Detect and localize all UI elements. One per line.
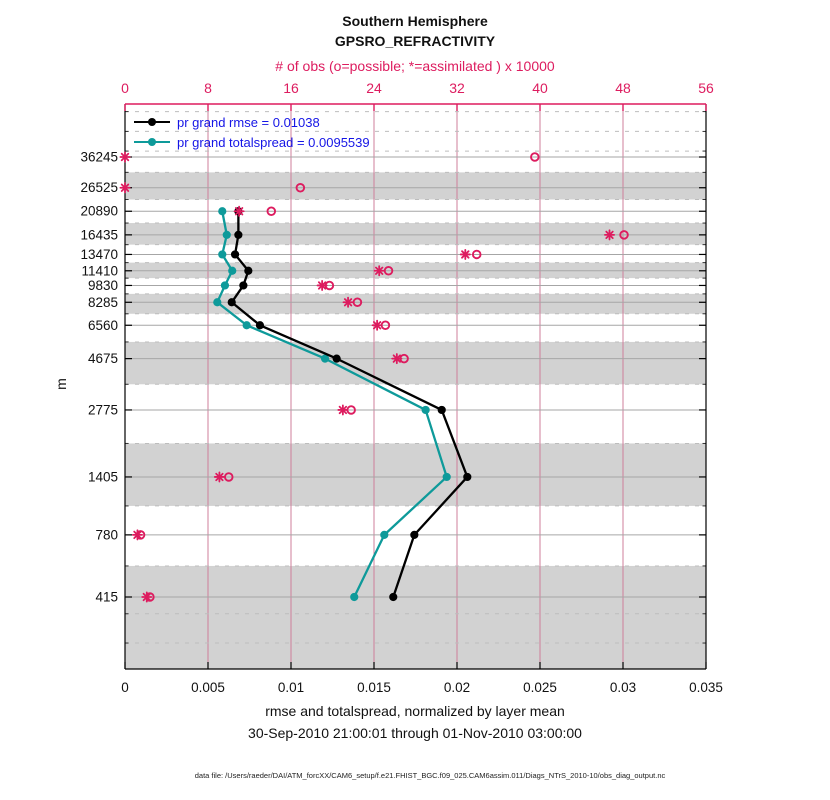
series-point [438, 406, 446, 414]
series-point [218, 207, 226, 215]
series-point [221, 281, 229, 289]
series-point [463, 473, 471, 481]
y-tick-label: 6560 [87, 317, 118, 333]
x-tick-label: 0 [121, 680, 129, 695]
series-point [350, 593, 358, 601]
legend-swatch-rmse [134, 117, 170, 127]
series-point [228, 267, 236, 275]
y-tick-label: 16435 [80, 227, 118, 243]
y-tick-label: 780 [95, 527, 118, 543]
obs-tick-label: 48 [615, 80, 631, 96]
y-tick-label: 20890 [80, 203, 118, 219]
x-axis-label: rmse and totalspread, normalized by layer mean [265, 703, 565, 719]
obs-tick-label: 56 [698, 80, 714, 96]
legend-label-totalspread: pr grand totalspread = 0.0095539 [177, 134, 370, 150]
series-point [231, 250, 239, 258]
series-point [234, 231, 242, 239]
top-axis-label: # of obs (o=possible; *=assimilated ) x 10000 [275, 58, 555, 74]
x-tick-label: 0.025 [523, 680, 557, 695]
layer-band [126, 342, 706, 384]
series-point [333, 355, 341, 363]
x-axis-date-range: 30-Sep-2010 21:00:01 through 01-Nov-2010 03:00:00 [248, 725, 582, 741]
legend-item-rmse [134, 112, 370, 132]
y-axis-label: m [52, 378, 69, 390]
x-tick-label: 0.035 [689, 680, 723, 695]
series-point [422, 406, 430, 414]
y-tick-label: 13470 [80, 246, 118, 262]
series-point [223, 231, 231, 239]
legend-swatch-totalspread [134, 137, 170, 147]
obs-tick-label: 8 [204, 80, 212, 96]
series-point [443, 473, 451, 481]
obs-tick-label: 0 [121, 80, 129, 96]
y-tick-label: 9830 [87, 277, 118, 293]
data-file-path: data file: /Users/raeder/DAI/ATM_forcXX/CAM6_setup/f.e21.FHIST_BGC.f09_025.CAM6assim.011/Diags_NTrS_2010-10/obs_diag_output.nc [194, 771, 666, 780]
layer-band [126, 172, 706, 199]
series-point [228, 298, 236, 306]
series-point [239, 281, 247, 289]
y-tick-label: 415 [95, 589, 118, 605]
x-tick-label: 0.015 [357, 680, 391, 695]
series-point [213, 298, 221, 306]
y-tick-label: 2775 [87, 402, 118, 418]
y-tick-label: 36245 [80, 149, 118, 165]
layer-band [126, 443, 706, 505]
series-point [256, 321, 264, 329]
legend-item-totalspread [134, 132, 370, 152]
obs-tick-label: 32 [449, 80, 465, 96]
y-tick-label: 11410 [81, 263, 118, 279]
x-tick-label: 0.005 [191, 680, 225, 695]
x-tick-label: 0.02 [443, 680, 471, 695]
y-tick-label: 8285 [87, 294, 118, 310]
y-tick-label: 26525 [80, 180, 118, 196]
y-tick-label: 4675 [87, 351, 118, 367]
obs-tick-label: 24 [366, 80, 382, 96]
y-tick-label: 1405 [87, 469, 118, 485]
series-point [389, 593, 397, 601]
series-point [243, 321, 251, 329]
series-point [218, 250, 226, 258]
layer-band [126, 294, 706, 314]
layer-band [126, 566, 706, 669]
obs-tick-label: 16 [283, 80, 299, 96]
plot-title: Southern Hemisphere [342, 13, 488, 29]
series-point [244, 267, 252, 275]
series-point [380, 531, 388, 539]
legend-dot-icon [148, 138, 156, 146]
obs-tick-label: 40 [532, 80, 548, 96]
legend-label-rmse: pr grand rmse = 0.01038 [177, 114, 320, 130]
plot-subtitle: GPSRO_REFRACTIVITY [334, 33, 496, 49]
x-tick-label: 0.03 [609, 680, 637, 695]
series-point [410, 531, 418, 539]
legend [134, 112, 370, 152]
x-tick-label: 0.01 [277, 680, 305, 695]
layer-band [126, 223, 706, 245]
legend-dot-icon [148, 118, 156, 126]
